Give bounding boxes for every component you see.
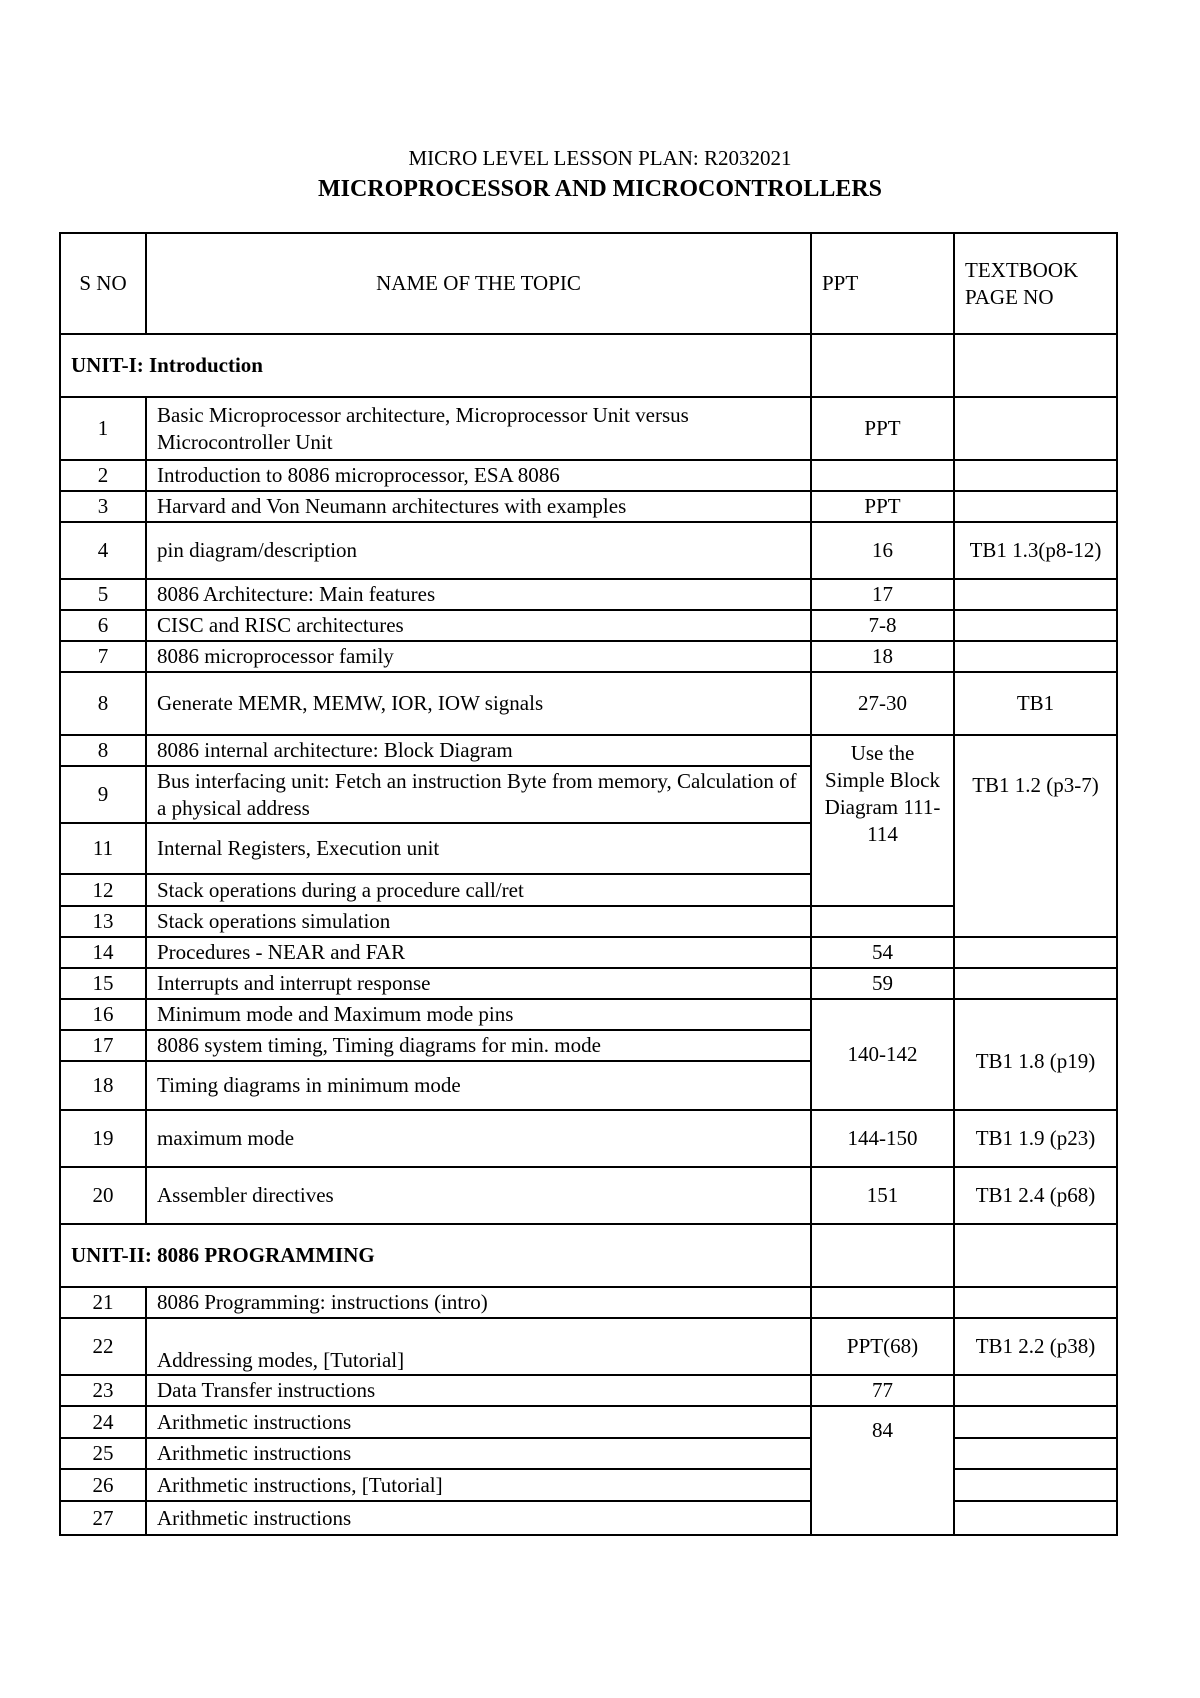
topic-cell: CISC and RISC architectures: [146, 610, 811, 641]
sno-cell: 26: [60, 1469, 146, 1501]
table-row: [60, 1110, 1117, 1167]
topic-cell: Arithmetic instructions: [146, 1438, 811, 1469]
table-row: [60, 937, 1117, 968]
textbook-cell: [954, 641, 1117, 672]
sno-cell: 8: [60, 735, 146, 766]
unit-row: [60, 1224, 1117, 1287]
ppt-cell: 144-150: [811, 1110, 954, 1167]
textbook-cell: TB1 2.2 (p38): [954, 1318, 1117, 1375]
ppt-cell: Use the Simple Block Diagram 111-114: [811, 735, 954, 906]
textbook-cell: [954, 1501, 1117, 1535]
topic-cell: Minimum mode and Maximum mode pins: [146, 999, 811, 1030]
textbook-cell: [954, 1406, 1117, 1438]
sno-cell: 18: [60, 1061, 146, 1110]
table-row: [60, 460, 1117, 491]
sno-cell: 5: [60, 579, 146, 610]
ppt-cell: 140-142: [811, 999, 954, 1110]
topic-cell: Internal Registers, Execution unit: [146, 823, 811, 874]
document-subtitle: MICRO LEVEL LESSON PLAN: R2032021: [408, 146, 792, 170]
ppt-cell: 54: [811, 937, 954, 968]
sno-cell: 12: [60, 874, 146, 906]
topic-cell: Introduction to 8086 microprocessor, ESA 8086: [146, 460, 811, 491]
topic-cell: Stack operations during a procedure call/ret: [146, 874, 811, 906]
topic-cell: maximum mode: [146, 1110, 811, 1167]
topic-cell: Stack operations simulation: [146, 906, 811, 937]
textbook-cell: [954, 1438, 1117, 1469]
table-row: [60, 610, 1117, 641]
sno-cell: 22: [60, 1318, 146, 1375]
table-row: [60, 1375, 1117, 1406]
unit-heading: UNIT-II: 8086 PROGRAMMING: [60, 1224, 811, 1287]
header-row: [60, 233, 1117, 334]
sno-cell: 20: [60, 1167, 146, 1224]
topic-cell: Arithmetic instructions, [Tutorial]: [146, 1469, 811, 1501]
unit-heading: UNIT-I: Introduction: [60, 334, 811, 397]
ppt-cell: 18: [811, 641, 954, 672]
textbook-cell: [954, 579, 1117, 610]
textbook-cell: TB1: [954, 672, 1117, 735]
ppt-cell: PPT: [811, 397, 954, 460]
table-row: [60, 579, 1117, 610]
textbook-cell: TB1 1.3(p8-12): [954, 522, 1117, 579]
topic-cell: 8086 internal architecture: Block Diagram: [146, 735, 811, 766]
topic-cell: 8086 Architecture: Main features: [146, 579, 811, 610]
sno-cell: 6: [60, 610, 146, 641]
textbook-cell: [954, 968, 1117, 999]
col-header-sno: S NO: [60, 233, 146, 334]
textbook-cell: TB1 1.8 (p19): [954, 999, 1117, 1110]
table-row: [60, 491, 1117, 522]
ppt-cell: 77: [811, 1375, 954, 1406]
topic-cell: 8086 microprocessor family: [146, 641, 811, 672]
table-row: [60, 1469, 1117, 1501]
table-row: [60, 735, 1117, 766]
sno-cell: 14: [60, 937, 146, 968]
textbook-cell: [954, 937, 1117, 968]
topic-cell: Procedures - NEAR and FAR: [146, 937, 811, 968]
sno-cell: 27: [60, 1501, 146, 1535]
textbook-cell: TB1 2.4 (p68): [954, 1167, 1117, 1224]
table-row: [60, 1167, 1117, 1224]
textbook-cell: [954, 610, 1117, 641]
sno-cell: 9: [60, 766, 146, 823]
sno-cell: 23: [60, 1375, 146, 1406]
table-row: [60, 1406, 1117, 1438]
sno-cell: 4: [60, 522, 146, 579]
ppt-cell: 59: [811, 968, 954, 999]
ppt-cell: PPT(68): [811, 1318, 954, 1375]
ppt-cell: 16: [811, 522, 954, 579]
table-row: [60, 1438, 1117, 1469]
sno-cell: 8: [60, 672, 146, 735]
ppt-cell: 151: [811, 1167, 954, 1224]
table-row: [60, 641, 1117, 672]
topic-cell: Bus interfacing unit: Fetch an instruction Byte from memory, Calculation of a physical address: [146, 766, 811, 823]
ppt-cell: [811, 460, 954, 491]
table-row: [60, 672, 1117, 735]
sno-cell: 25: [60, 1438, 146, 1469]
table-row: [60, 1287, 1117, 1318]
ppt-cell: 17: [811, 579, 954, 610]
sno-cell: 19: [60, 1110, 146, 1167]
textbook-cell: TB1 1.9 (p23): [954, 1110, 1117, 1167]
topic-cell: Arithmetic instructions: [146, 1406, 811, 1438]
sno-cell: 1: [60, 397, 146, 460]
sno-cell: 16: [60, 999, 146, 1030]
topic-cell: Data Transfer instructions: [146, 1375, 811, 1406]
sno-cell: 13: [60, 906, 146, 937]
table-row: [60, 522, 1117, 579]
topic-cell: 8086 system timing, Timing diagrams for min. mode: [146, 1030, 811, 1061]
textbook-cell: [954, 397, 1117, 460]
textbook-cell: [954, 1287, 1117, 1318]
textbook-cell: TB1 1.2 (p3-7): [954, 735, 1117, 937]
ppt-cell: [811, 1287, 954, 1318]
sno-cell: 21: [60, 1287, 146, 1318]
topic-cell: Assembler directives: [146, 1167, 811, 1224]
textbook-cell: [954, 1375, 1117, 1406]
sno-cell: 11: [60, 823, 146, 874]
topic-cell: Arithmetic instructions: [146, 1501, 811, 1535]
lesson-plan-table: [59, 232, 1118, 1536]
ppt-cell: 7-8: [811, 610, 954, 641]
textbook-cell: [954, 460, 1117, 491]
ppt-cell: [811, 906, 954, 937]
unit-row: [60, 334, 1117, 397]
ppt-cell: PPT: [811, 491, 954, 522]
topic-cell: 8086 Programming: instructions (intro): [146, 1287, 811, 1318]
document-title: MICROPROCESSOR AND MICROCONTROLLERS: [317, 176, 883, 202]
ppt-cell: 84: [811, 1406, 954, 1535]
topic-cell: Generate MEMR, MEMW, IOR, IOW signals: [146, 672, 811, 735]
col-header-ppt: PPT: [811, 233, 954, 334]
textbook-cell: [954, 491, 1117, 522]
table-row: [60, 397, 1117, 460]
sno-cell: 7: [60, 641, 146, 672]
table-row: [60, 968, 1117, 999]
table-row: [60, 1501, 1117, 1535]
table-row: [60, 1318, 1117, 1375]
topic-cell: Harvard and Von Neumann architectures with examples: [146, 491, 811, 522]
topic-cell: Basic Microprocessor architecture, Microprocessor Unit versus Microcontroller Unit: [146, 397, 811, 460]
topic-cell: pin diagram/description: [146, 522, 811, 579]
sno-cell: 3: [60, 491, 146, 522]
sno-cell: 2: [60, 460, 146, 491]
table-row: [60, 999, 1117, 1030]
sno-cell: 15: [60, 968, 146, 999]
topic-cell: Interrupts and interrupt response: [146, 968, 811, 999]
col-header-topic: NAME OF THE TOPIC: [146, 233, 811, 334]
textbook-cell: [954, 1469, 1117, 1501]
topic-cell: Timing diagrams in minimum mode: [146, 1061, 811, 1110]
sno-cell: 24: [60, 1406, 146, 1438]
col-header-textbook: TEXTBOOK PAGE NO: [954, 233, 1117, 334]
sno-cell: 17: [60, 1030, 146, 1061]
ppt-cell: 27-30: [811, 672, 954, 735]
topic-cell: Addressing modes, [Tutorial]: [146, 1318, 811, 1375]
